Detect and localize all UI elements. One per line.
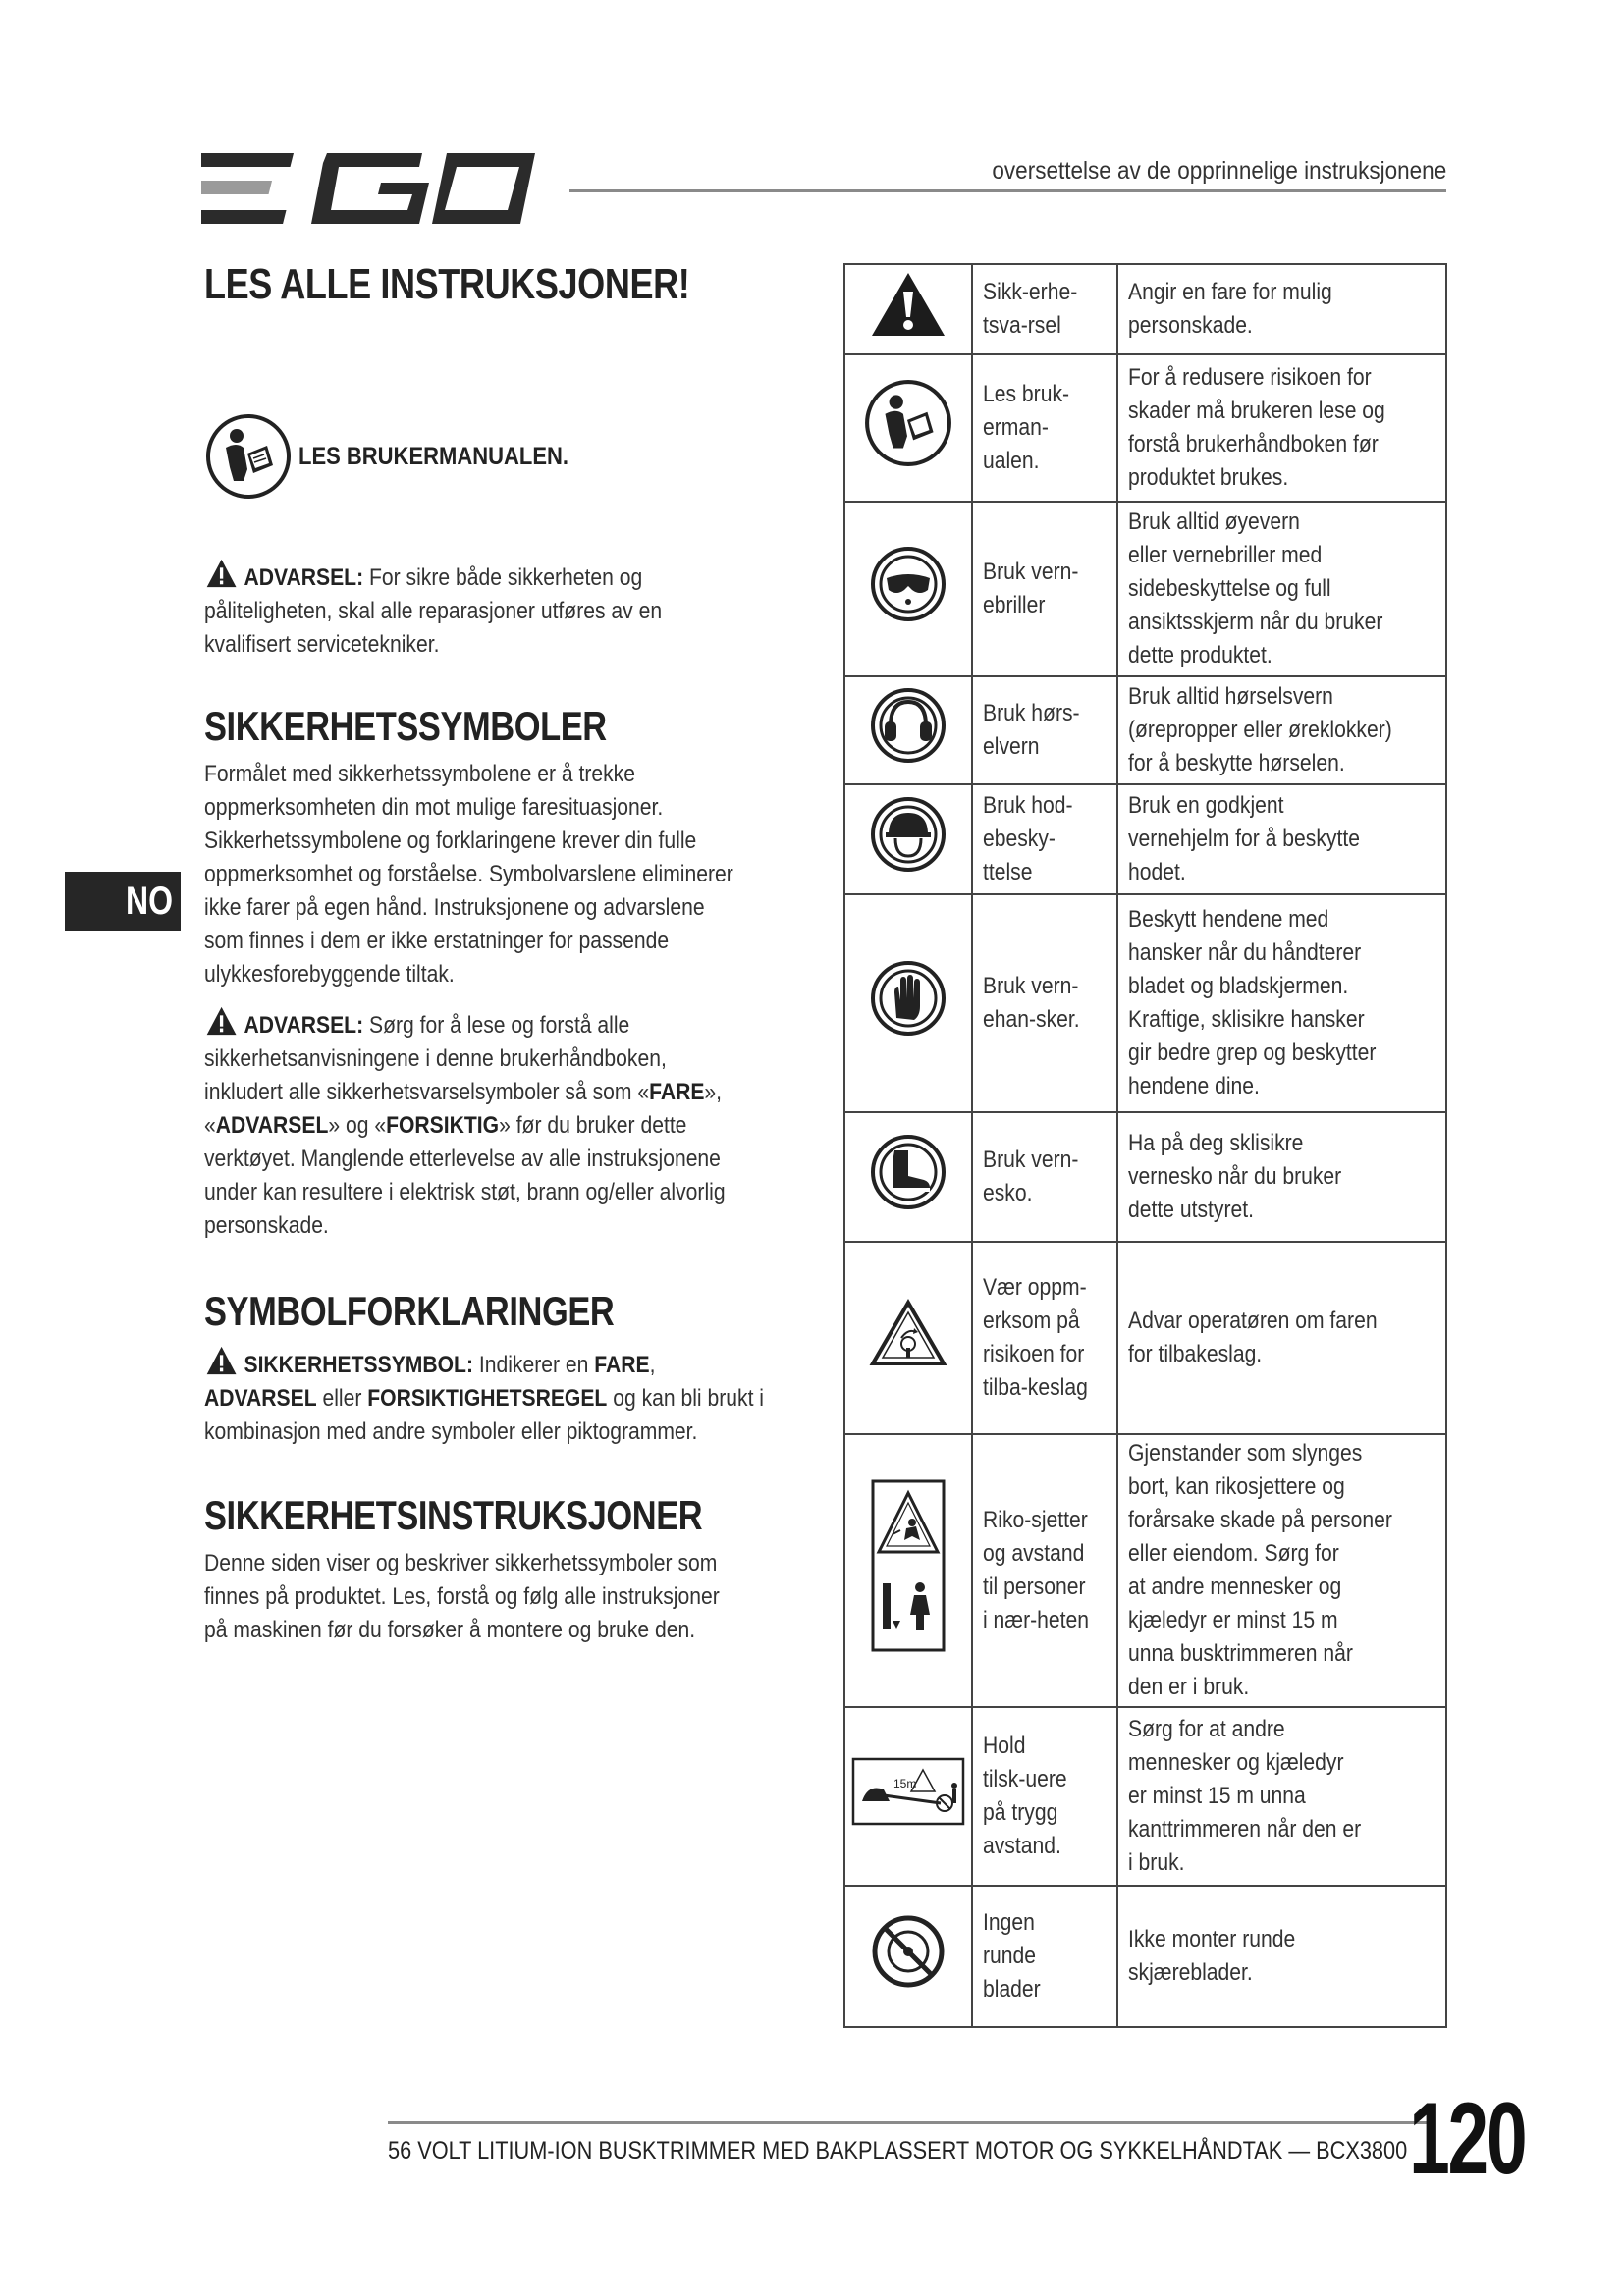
- symbol-description-line: Bruk alltid øyevern: [1128, 508, 1300, 535]
- symbol-icon-cell: [844, 1434, 972, 1707]
- symbol-row: [844, 784, 1446, 894]
- symbol-icon-cell: [844, 676, 972, 784]
- warning-line: personskade.: [204, 1212, 329, 1239]
- symbol-table: [843, 263, 1447, 2028]
- symbol-name-line: på trygg: [982, 1799, 1058, 1826]
- definition-text: og kan bli brukt i: [613, 1385, 765, 1412]
- symbol-name-line: Ingen: [982, 1909, 1035, 1936]
- symbol-description-line: bort, kan rikosjettere og: [1128, 1473, 1345, 1500]
- quote-mark: «: [204, 1112, 216, 1139]
- symbol-description-line: eller vernebriller med: [1128, 542, 1323, 568]
- symbol-description-line: dette produktet.: [1128, 642, 1272, 668]
- symbol-description-line: i bruk.: [1128, 1849, 1185, 1876]
- symbol-icon-cell: [844, 1707, 972, 1886]
- symbol-description-line: produktet brukes.: [1128, 464, 1289, 491]
- symbol-description-line: Bruk alltid hørselsvern: [1128, 683, 1334, 710]
- symbol-name-cell: [972, 784, 1117, 894]
- paragraph-line: ikke farer på egen hånd. Instruksjonene og advarslene: [204, 894, 705, 921]
- comma: ,: [649, 1352, 656, 1378]
- symbol-description-line: Sørg for at andre: [1128, 1716, 1285, 1742]
- symbol-description-line: Gjenstander som slynges: [1128, 1440, 1363, 1467]
- symbol-icon-cell: [844, 264, 972, 354]
- symbol-name-cell: [972, 1434, 1117, 1707]
- symbol-description-cell: [1117, 1434, 1446, 1707]
- symbol-description-line: er minst 15 m unna: [1128, 1783, 1306, 1809]
- symbol-icon-cell: [844, 1242, 972, 1434]
- warning-triangle-icon: [204, 1345, 239, 1376]
- no-round-blades-icon: [869, 1970, 947, 1997]
- symbol-row: [844, 1112, 1446, 1242]
- symbol-description-cell: [1117, 502, 1446, 676]
- header-rule: [569, 189, 1446, 192]
- symbol-name-line: tilsk-uere: [982, 1766, 1067, 1792]
- symbol-name-line: Bruk vern-: [982, 559, 1079, 585]
- symbol-description-line: Ikke monter runde: [1128, 1926, 1296, 1952]
- symbol-name-line: ualen.: [982, 448, 1040, 474]
- symbol-name-line: Hold: [982, 1733, 1026, 1759]
- warning-triangle-icon: [204, 558, 239, 589]
- header-title: oversettelse av de opprinnelige instruksjonene: [992, 157, 1446, 185]
- symbol-name-line: tsva-rsel: [982, 312, 1061, 339]
- ego-logo: [201, 149, 540, 228]
- symbol-name-cell: [972, 264, 1117, 354]
- fare-term: FARE: [594, 1352, 650, 1378]
- safety-symbols-paragraph: [204, 758, 818, 991]
- left-column: [204, 260, 818, 1647]
- symbol-row: [844, 676, 1446, 784]
- warning-read-instructions: [204, 1005, 818, 1243]
- quote-join: » og «: [328, 1112, 387, 1139]
- safety-glasses-icon: [869, 603, 947, 629]
- read-all-heading: LES ALLE INSTRUKSJONER!: [204, 260, 690, 308]
- warning-line: Sørg for å lese og forstå alle: [368, 1012, 630, 1039]
- warning-line: under kan resultere i elektrisk støt, brann og/eller alvorlig: [204, 1179, 726, 1205]
- symbol-description-cell: [1117, 784, 1446, 894]
- paragraph-line: på maskinen før du forsøker å montere og bruke den.: [204, 1617, 696, 1643]
- symbol-description-line: den er i bruk.: [1128, 1674, 1250, 1700]
- read-manual-row: [204, 412, 818, 501]
- symbol-name-line: Bruk hørs-: [982, 700, 1080, 726]
- symbol-description-cell: [1117, 264, 1446, 354]
- symbol-description-line: skjæreblader.: [1128, 1959, 1253, 1986]
- symbol-name-line: tilba-keslag: [982, 1374, 1088, 1401]
- symbol-name-cell: [972, 1707, 1117, 1886]
- symbol-name-line: Bruk vern-: [982, 1147, 1079, 1173]
- symbol-icon-cell: [844, 1112, 972, 1242]
- symbol-name-line: ebriller: [982, 592, 1046, 618]
- symbol-name-cell: [972, 1112, 1117, 1242]
- symbol-row: [844, 264, 1446, 354]
- symbol-name-cell: [972, 676, 1117, 784]
- symbol-row: [844, 1707, 1446, 1886]
- symbol-description-cell: [1117, 676, 1446, 784]
- symbol-row: [844, 1242, 1446, 1434]
- head-protection-icon: [869, 853, 947, 880]
- symbol-name-line: erksom på: [982, 1308, 1080, 1334]
- read-manual-label: LES BRUKERMANUALEN.: [298, 442, 568, 470]
- symbol-description-line: sidebeskyttelse og full: [1128, 575, 1331, 602]
- safety-symbol-definition: [204, 1345, 818, 1449]
- warning-label: ADVARSEL:: [244, 564, 364, 591]
- definition-text: Indikerer en: [478, 1352, 589, 1378]
- symbol-name-line: ebesky-: [982, 826, 1056, 852]
- symbol-name-line: Sikk-erhe-: [982, 279, 1078, 305]
- svg-text:15m: 15m: [893, 1777, 917, 1790]
- symbol-description-line: forstå brukerhåndboken før: [1128, 431, 1379, 457]
- keep-distance-icon: [850, 1777, 966, 1833]
- warning-triangle-icon: [204, 1005, 239, 1037]
- read-manual-icon: [863, 448, 953, 474]
- symbol-name-cell: [972, 894, 1117, 1112]
- footer-rule: [388, 2121, 1429, 2124]
- read-manual-icon: [204, 412, 293, 501]
- symbol-name-line: elvern: [982, 733, 1040, 760]
- symbol-description-line: gir bedre grep og beskytter: [1128, 1040, 1377, 1066]
- warning-line: inkludert alle sikkerhetsvarselsymboler så som «: [204, 1079, 650, 1105]
- symbol-description-cell: [1117, 1886, 1446, 2027]
- symbol-icon-cell: [844, 894, 972, 1112]
- warning-line: kvalifisert servicetekniker.: [204, 631, 440, 658]
- symbol-icon-cell: [844, 354, 972, 502]
- warning-line: »,: [704, 1079, 723, 1105]
- symbol-explanations-heading: SYMBOLFORKLARINGER: [204, 1288, 615, 1334]
- symbol-icon-cell: [844, 1886, 972, 2027]
- symbol-description-line: (ørepropper eller øreklokker): [1128, 717, 1392, 743]
- symbol-icon-cell: [844, 502, 972, 676]
- warning-line: » før du bruker dette: [499, 1112, 687, 1139]
- symbol-description-line: skader må brukeren lese og: [1128, 398, 1385, 424]
- symbol-description-line: kanttrimmeren når den er: [1128, 1816, 1362, 1842]
- symbol-name-line: og avstand: [982, 1540, 1085, 1567]
- symbol-description-cell: [1117, 1242, 1446, 1434]
- symbol-description-line: Advar operatøren om faren: [1128, 1308, 1378, 1334]
- symbol-description-line: hendene dine.: [1128, 1073, 1260, 1099]
- symbol-name-line: Riko-sjetter: [982, 1507, 1088, 1533]
- symbol-description-line: Angir en fare for mulig: [1128, 279, 1332, 305]
- symbol-description-cell: [1117, 354, 1446, 502]
- paragraph-line: Sikkerhetssymbolene og forklaringene krever din fulle: [204, 828, 697, 854]
- symbol-description-line: mennesker og kjæledyr: [1128, 1749, 1344, 1776]
- symbol-row: [844, 502, 1446, 676]
- warning-label: ADVARSEL:: [244, 1012, 364, 1039]
- symbol-description-line: Beskytt hendene med: [1128, 906, 1329, 933]
- symbol-description-line: For å redusere risikoen for: [1128, 364, 1372, 391]
- symbol-name-line: ehan-sker.: [982, 1006, 1080, 1033]
- symbol-description-line: hansker når du håndterer: [1128, 939, 1362, 966]
- definition-text: kombinasjon med andre symboler eller piktogrammer.: [204, 1418, 698, 1445]
- symbol-description-line: personskade.: [1128, 312, 1253, 339]
- symbol-name-cell: [972, 354, 1117, 502]
- symbol-name-line: Bruk hod-: [982, 792, 1073, 819]
- symbol-description-line: Kraftige, sklisikre hansker: [1128, 1006, 1365, 1033]
- symbol-description-line: vernesko når du bruker: [1128, 1163, 1342, 1190]
- paragraph-line: som finnes i dem er ikke erstatninger for passende: [204, 928, 670, 954]
- symbol-name-cell: [972, 1242, 1117, 1434]
- symbol-description-cell: [1117, 1707, 1446, 1886]
- warning-line: sikkerhetsanvisningene i denne brukerhåndboken,: [204, 1045, 667, 1072]
- symbol-row: [844, 354, 1446, 502]
- hearing-protection-icon: [869, 744, 947, 771]
- symbol-name-line: risikoen for: [982, 1341, 1085, 1367]
- language-tab: [65, 872, 181, 931]
- symbol-description-cell: [1117, 894, 1446, 1112]
- symbol-description-line: dette utstyret.: [1128, 1197, 1255, 1223]
- symbol-name-line: avstand.: [982, 1833, 1061, 1859]
- paragraph-line: finnes på produktet. Les, forstå og følg alle instruksjoner: [204, 1583, 720, 1610]
- symbol-description-line: Ha på deg sklisikre: [1128, 1130, 1304, 1156]
- safety-alert-icon: [869, 318, 947, 345]
- forsiktighetsregel-term: FORSIKTIGHETSREGEL: [367, 1385, 608, 1412]
- paragraph-line: ulykkesforebyggende tiltak.: [204, 961, 455, 988]
- symbol-name-line: blader: [982, 1976, 1041, 2002]
- paragraph-line: Denne siden viser og beskriver sikkerhetssymboler som: [204, 1550, 718, 1576]
- symbol-description-line: kjæledyr er minst 15 m: [1128, 1607, 1338, 1633]
- symbol-name-cell: [972, 502, 1117, 676]
- symbol-description-line: eller eiendom. Sørg for: [1128, 1540, 1339, 1567]
- symbol-description-line: bladet og bladskjermen.: [1128, 973, 1349, 999]
- forsiktig-term: FORSIKTIG: [386, 1112, 500, 1139]
- safety-symbols-heading: SIKKERHETSSYMBOLER: [204, 703, 607, 749]
- gloves-icon: [869, 1017, 947, 1043]
- symbol-row: [844, 1434, 1446, 1707]
- symbol-name-line: Vær oppm-: [982, 1274, 1087, 1301]
- safety-symbol-label: SIKKERHETSSYMBOL:: [244, 1352, 473, 1378]
- warning-line: påliteligheten, skal alle reparasjoner utføres av en: [204, 598, 663, 624]
- symbol-name-line: runde: [982, 1943, 1036, 1969]
- safety-boots-icon: [869, 1191, 947, 1217]
- warning-line: verktøyet. Manglende etterlevelse av alle instruksjonene: [204, 1146, 721, 1172]
- symbol-icon-cell: [844, 784, 972, 894]
- symbol-row: [844, 1886, 1446, 2027]
- symbol-description-line: unna busktrimmeren når: [1128, 1640, 1354, 1667]
- symbol-name-line: Bruk vern-: [982, 973, 1079, 999]
- kickback-warning-icon: [869, 1347, 947, 1373]
- symbol-description-line: forårsake skade på personer: [1128, 1507, 1392, 1533]
- advarsel-term: ADVARSEL: [215, 1112, 329, 1139]
- language-tab-label: NO: [126, 879, 173, 923]
- symbol-name-line: erman-: [982, 414, 1049, 441]
- fare-term: FARE: [649, 1079, 705, 1105]
- paragraph-line: oppmerksomhet og forståelse. Symbolvarslene eliminerer: [204, 861, 733, 887]
- symbol-name-cell: [972, 1886, 1117, 2027]
- symbol-name-line: til personer: [982, 1574, 1086, 1600]
- symbol-description-line: for tilbakeslag.: [1128, 1341, 1263, 1367]
- safety-instructions-heading: SIKKERHETSINSTRUKSJONER: [204, 1492, 703, 1538]
- paragraph-line: oppmerksomheten din mot mulige faresituasjoner.: [204, 794, 664, 821]
- warning-repairs: [204, 558, 818, 662]
- definition-text: eller: [322, 1385, 362, 1412]
- symbol-description-line: ansiktsskjerm når du bruker: [1128, 609, 1383, 635]
- symbol-description-cell: [1117, 1112, 1446, 1242]
- symbol-description-line: for å beskytte hørselen.: [1128, 750, 1345, 776]
- symbol-description-line: at andre mennesker og: [1128, 1574, 1342, 1600]
- symbol-description-line: hodet.: [1128, 859, 1186, 885]
- symbol-name-line: esko.: [982, 1180, 1033, 1206]
- symbol-name-line: ttelse: [982, 859, 1033, 885]
- symbol-description-line: Bruk en godkjent: [1128, 792, 1284, 819]
- safety-instructions-paragraph: [204, 1547, 818, 1647]
- symbol-name-line: Les bruk-: [982, 381, 1069, 407]
- page-number: 120: [1409, 2082, 1526, 2196]
- warning-line: For sikre både sikkerheten og: [368, 564, 643, 591]
- symbol-description-line: vernehjelm for å beskytte: [1128, 826, 1361, 852]
- symbol-row: [844, 894, 1446, 1112]
- paragraph-line: Formålet med sikkerhetssymbolene er å trekke: [204, 761, 635, 787]
- footer-product-name: 56 VOLT LITIUM-ION BUSKTRIMMER MED BAKPLASSERT MOTOR OG SYKKELHÅNDTAK — BCX3800: [388, 2137, 1408, 2164]
- advarsel-term: ADVARSEL: [204, 1385, 317, 1412]
- ricochet-distance-icon: [869, 1633, 947, 1660]
- symbol-name-line: i nær-heten: [982, 1607, 1089, 1633]
